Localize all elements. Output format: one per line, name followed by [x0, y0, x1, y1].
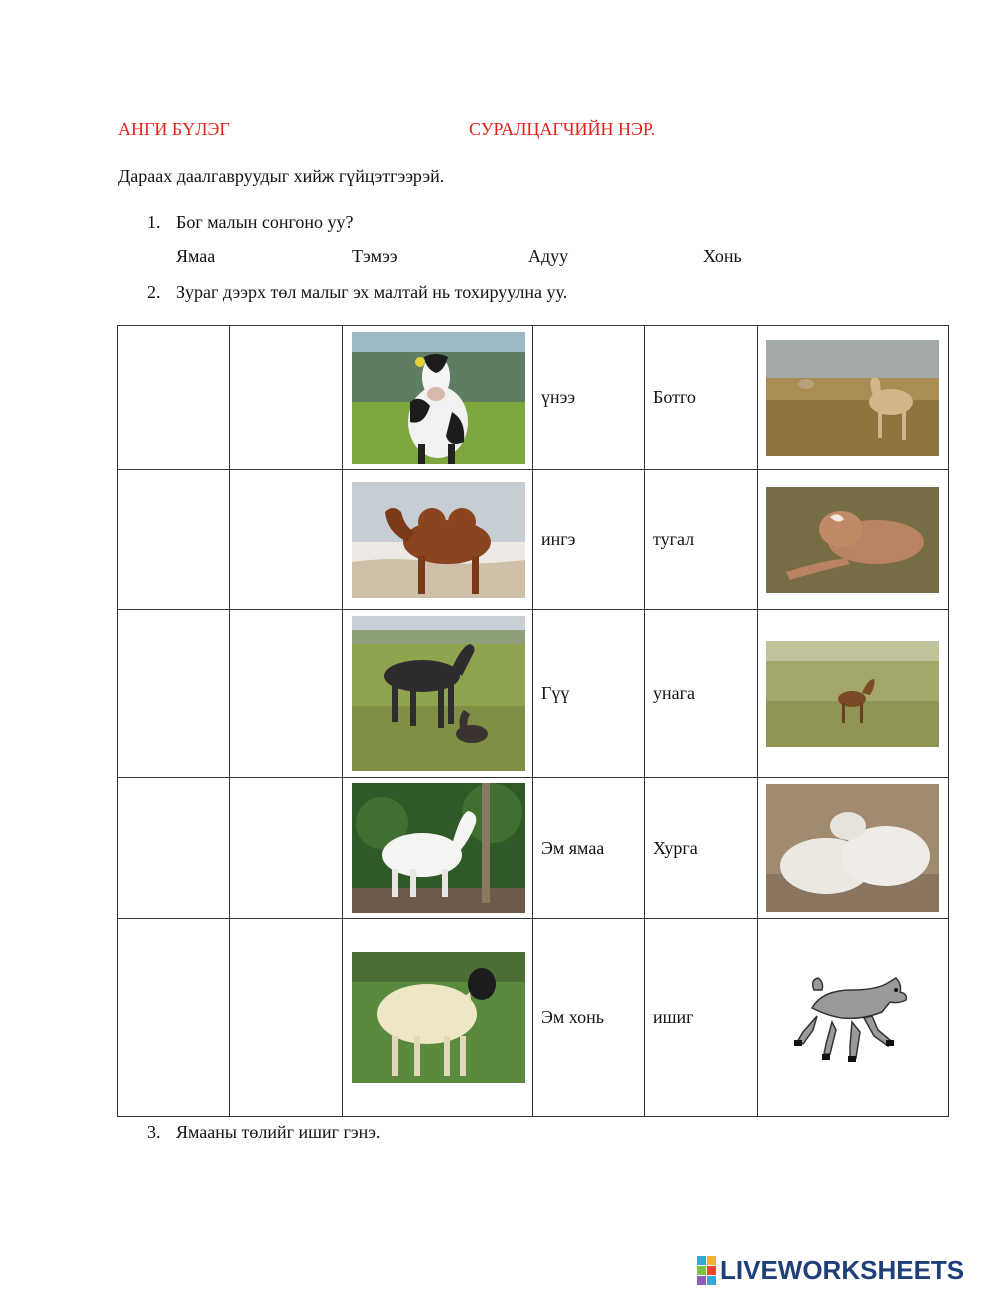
camel-picture [352, 482, 525, 598]
answer-cell[interactable] [230, 470, 343, 610]
q1-option-sheep[interactable]: Хонь [703, 246, 742, 266]
table-row [118, 470, 949, 610]
q1-option-goat[interactable]: Ямаа [176, 246, 216, 266]
student-name-label: СУРАЛЦАГЧИЙН НЭР. [469, 119, 656, 139]
q1-option-camel[interactable]: Тэмээ [352, 246, 398, 266]
young-picture-cell [758, 470, 949, 610]
goat-picture [352, 783, 525, 913]
answer-cell[interactable] [118, 326, 230, 470]
young-name-cell: ишиг [645, 919, 758, 1117]
young-name-cell: тугал [645, 470, 758, 610]
answer-cell[interactable] [118, 919, 230, 1117]
table-row [118, 610, 949, 778]
adult-picture-cell [343, 610, 533, 778]
instruction-text: Дараах даалгавруудыг хийж гүйцэтгээрэй. [118, 166, 445, 186]
goat-kid-drawing [792, 968, 912, 1068]
answer-cell[interactable] [230, 326, 343, 470]
mother-name-cell: Эм ямаа [533, 778, 645, 919]
young-name-cell: унага [645, 610, 758, 778]
mother-name-cell: ингэ [533, 470, 645, 610]
table-row [118, 919, 949, 1117]
table-row [118, 326, 949, 470]
q1-option-horse[interactable]: Адуу [528, 246, 569, 266]
young-picture-cell [758, 919, 949, 1117]
camel-calf-picture [766, 340, 939, 456]
answer-cell[interactable] [230, 610, 343, 778]
cow-picture [352, 332, 525, 464]
q3-number: 3. [147, 1122, 161, 1142]
mother-name-cell: үнээ [533, 326, 645, 470]
young-name-cell: Ботго [645, 326, 758, 470]
adult-picture-cell [343, 778, 533, 919]
sheep-picture [352, 952, 525, 1083]
adult-picture-cell [343, 470, 533, 610]
logo-text: LIVEWORKSHEETS [720, 1255, 965, 1285]
answer-cell[interactable] [230, 919, 343, 1117]
cow-calf-picture [766, 487, 939, 593]
mother-name-cell: Гүү [533, 610, 645, 778]
table-row [118, 778, 949, 919]
q2-text: Зураг дээрх төл малыг эх малтай нь тохируулна уу. [176, 282, 568, 302]
class-label: АНГИ БҮЛЭГ [118, 119, 230, 139]
matching-table [117, 325, 949, 1117]
answer-cell[interactable] [118, 778, 230, 919]
mother-name-cell: Эм хонь [533, 919, 645, 1117]
q1-text: Бог малын сонгоно уу? [176, 212, 354, 232]
adult-picture-cell [343, 919, 533, 1117]
young-name-cell: Хурга [645, 778, 758, 919]
liveworksheets-logo [697, 1255, 964, 1286]
q3-text: Ямааны төлийг ишиг гэнэ. [176, 1122, 381, 1142]
answer-cell[interactable] [230, 778, 343, 919]
q1-number: 1. [147, 212, 161, 232]
young-picture-cell [758, 326, 949, 470]
answer-cell[interactable] [118, 610, 230, 778]
horse-with-foal-picture [352, 616, 525, 771]
logo-blocks-icon [697, 1256, 716, 1285]
young-picture-cell [758, 778, 949, 919]
q2-number: 2. [147, 282, 161, 302]
adult-picture-cell [343, 326, 533, 470]
answer-cell[interactable] [118, 470, 230, 610]
young-picture-cell [758, 610, 949, 778]
lambs-picture [766, 784, 939, 912]
foal-picture [766, 641, 939, 747]
